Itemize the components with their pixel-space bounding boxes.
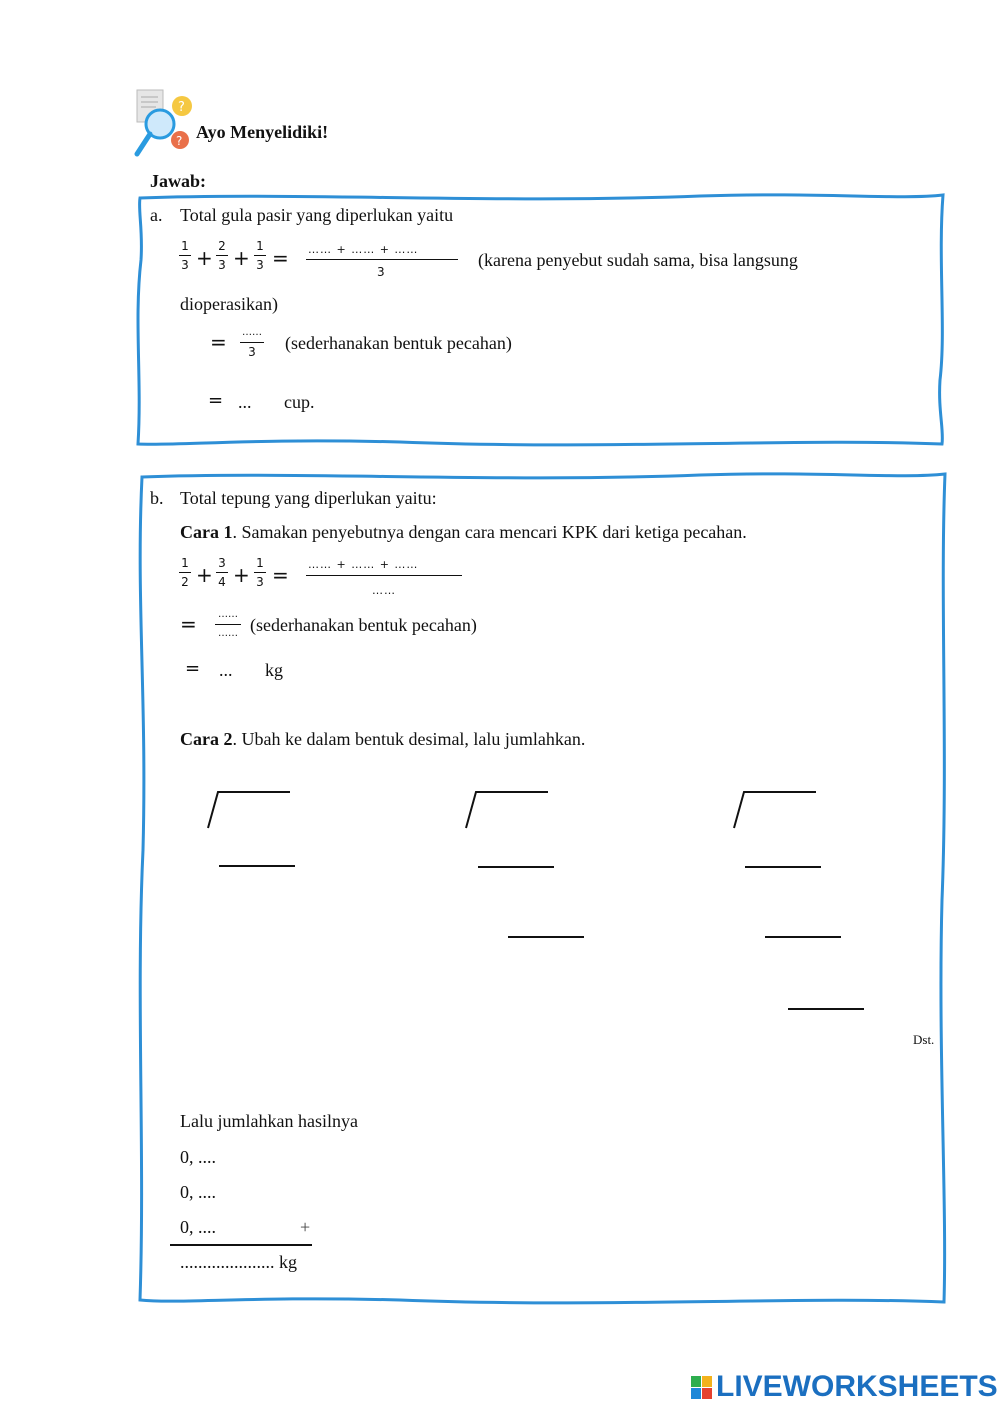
sum-line bbox=[170, 1244, 312, 1246]
fraction: 1 3 bbox=[254, 556, 266, 589]
equals-sign: = bbox=[208, 390, 224, 411]
equals-sign: = bbox=[272, 563, 289, 587]
plus-sign: + bbox=[233, 246, 250, 270]
sum-result[interactable]: ..................... kg bbox=[180, 1252, 297, 1272]
plus-sign: + bbox=[196, 246, 213, 270]
sum-denominator: 3 bbox=[377, 265, 386, 279]
dst-label: Dst. bbox=[913, 1032, 935, 1047]
decimal-blank[interactable]: 0, .... bbox=[180, 1147, 216, 1167]
unit-kg: kg bbox=[265, 660, 283, 680]
sum-intro: Lalu jumlahkan hasilnya bbox=[180, 1111, 358, 1131]
part-b-title: Total tepung yang diperlukan yaitu: bbox=[180, 488, 437, 508]
cara2-label: Cara 2 bbox=[180, 729, 233, 749]
cara1-text: . Samakan penyebutnya dengan cara mencari KPK dari ketiga pecahan. bbox=[232, 522, 747, 542]
note-karena: (karena penyebut sudah sama, bisa langsung bbox=[478, 250, 798, 270]
sum-denominator-blank[interactable]: …… bbox=[372, 584, 396, 597]
sum-numerator-blanks[interactable]: …… + …… + …… bbox=[308, 558, 419, 571]
part-a-marker: a. bbox=[150, 205, 163, 225]
decimal-blank[interactable]: 0, .... bbox=[180, 1182, 216, 1202]
long-division-3 bbox=[734, 792, 864, 1009]
equals-sign: = bbox=[185, 658, 201, 679]
fraction: 1 3 bbox=[179, 239, 191, 272]
fraction: 3 4 bbox=[216, 556, 228, 589]
fraction: 2 3 bbox=[216, 239, 228, 272]
jawab-label: Jawab: bbox=[150, 171, 207, 191]
plus-sign: + bbox=[233, 563, 250, 587]
note-sederhanakan: (sederhanakan bentuk pecahan) bbox=[250, 615, 477, 635]
section-title: Ayo Menyelidiki! bbox=[196, 122, 329, 142]
svg-text:?: ? bbox=[178, 100, 185, 115]
cara2-text: . Ubah ke dalam bentuk desimal, lalu jumlahkan. bbox=[232, 729, 586, 749]
answer-blank[interactable]: ... bbox=[238, 392, 252, 412]
equals-sign: = bbox=[210, 330, 227, 354]
long-division-2 bbox=[466, 792, 584, 937]
unit-cup: cup. bbox=[284, 392, 315, 412]
simplify-fraction[interactable]: …… 3 bbox=[242, 327, 262, 359]
fraction: 1 3 bbox=[254, 239, 266, 272]
equals-sign: = bbox=[180, 612, 197, 636]
equals-sign: = bbox=[272, 246, 289, 270]
decimal-blank[interactable]: 0, .... bbox=[180, 1217, 216, 1237]
part-b-marker: b. bbox=[150, 488, 164, 508]
plus-sign: + bbox=[196, 563, 213, 587]
sum-numerator-blanks[interactable]: …… + …… + …… bbox=[308, 243, 419, 256]
note-karena-cont: dioperasikan) bbox=[180, 294, 278, 314]
svg-text:?: ? bbox=[176, 134, 183, 148]
note-sederhanakan: (sederhanakan bentuk pecahan) bbox=[285, 333, 512, 353]
plus-sign: + bbox=[300, 1217, 311, 1237]
simplify-fraction[interactable]: …… …… bbox=[215, 608, 241, 641]
answer-blank[interactable]: ... bbox=[219, 660, 233, 680]
cara1-label: Cara 1 bbox=[180, 522, 233, 542]
liveworksheets-logo-icon bbox=[691, 1376, 713, 1400]
fraction: 1 2 bbox=[179, 556, 191, 589]
part-a-title: Total gula pasir yang diperlukan yaitu bbox=[180, 205, 454, 225]
brand-wordmark: LIVEWORKSHEETS bbox=[716, 1370, 998, 1403]
long-division-1 bbox=[208, 792, 295, 866]
